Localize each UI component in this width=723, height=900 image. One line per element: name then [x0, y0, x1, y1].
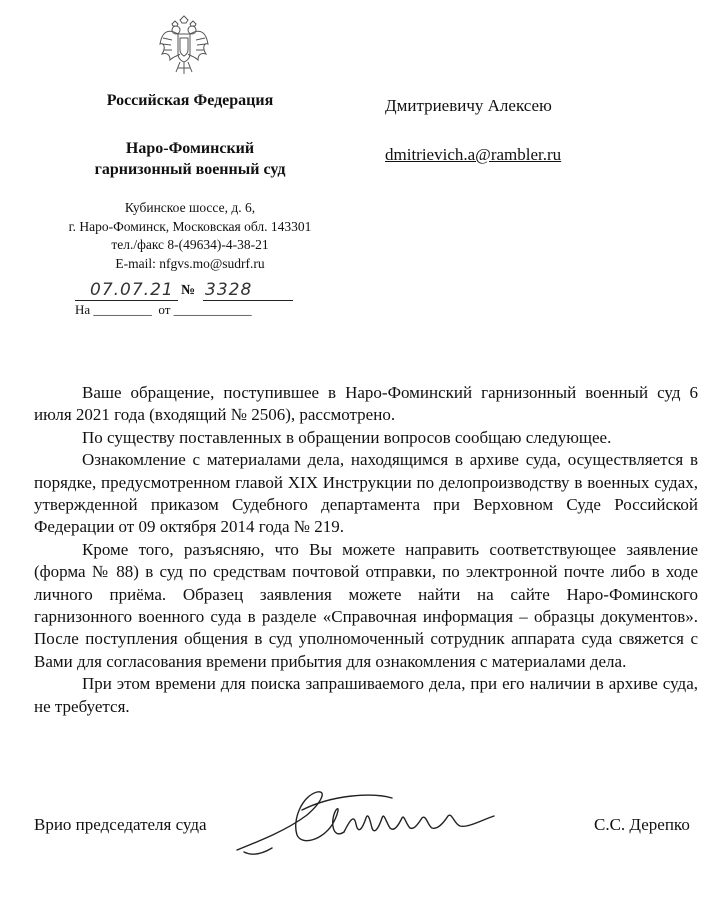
email-line: E-mail: nfgvs.mo@sudrf.ru	[115, 255, 265, 271]
date-underline	[75, 300, 178, 301]
body-paragraph: Ваше обращение, поступившее в Наро-Фоминский гарнизонный военный суд 6 июля 2021 года (входящий № 2506), рассмотрено.	[34, 383, 698, 425]
body-paragraph: При этом времени для поиска запрашиваемого дела, при его наличии в архиве суда, не требуется.	[34, 674, 698, 716]
court-name	[40, 138, 340, 180]
court-name-line2: гарнизонный военный суд	[94, 161, 286, 178]
recipient-email[interactable]: dmitrievich.a@rambler.ru	[385, 145, 562, 164]
registration-block	[75, 280, 295, 320]
signatory-title: Врио председателя суда	[34, 815, 207, 834]
handwritten-signature-icon	[232, 780, 532, 860]
signatory-name: С.С. Дерепко	[594, 815, 690, 834]
registration-date: 07.07.21	[90, 280, 174, 300]
address-line2: г. Наро-Фоминск, Московская обл. 143301	[68, 218, 312, 234]
letter-body	[34, 382, 698, 718]
court-address	[40, 199, 340, 273]
russian-coat-of-arms-icon	[158, 14, 210, 76]
number-underline	[203, 300, 293, 301]
reference-line: На _________ от ____________	[75, 302, 252, 317]
recipient-name: Дмитриевичу Алексею	[385, 96, 552, 115]
court-country: Российская Федерация	[106, 92, 274, 109]
court-name-line1: Наро-Фоминский	[125, 140, 255, 157]
phone-line: тел./факс 8-(49634)-4-38-21	[111, 237, 269, 252]
body-paragraph: По существу поставленных в обращении вопросов сообщаю следующее.	[82, 427, 612, 447]
body-paragraph: Ознакомление с материалами дела, находящимся в архиве суда, осуществляется в порядке, предусмотренном главой XIX Инструкции по делопроизводству в военных судах, утвержденной приказом Судебного департамента при Верховном Суде Российской Федерации от 09 октября 2014 года № 219.	[34, 450, 698, 537]
address-line1: Кубинское шоссе, д. 6,	[124, 200, 256, 215]
number-sign: №	[181, 283, 196, 298]
body-paragraph: Кроме того, разъясняю, что Вы можете направить соответствующее заявление (форма № 88) в суд по средствам почтовой отправки, по электронной почте либо в ходе личного приёма. Образец заявления можете найти на сайте Наро-Фоминского гарнизонного военного суда в разделе «Справочная информация – образцы документов». После поступления общения в суд уполномоченный сотрудник аппарата суда свяжется с Вами для согласования времени прибытия для ознакомления с материалами дела.	[34, 539, 698, 671]
registration-number: 3328	[205, 280, 253, 300]
